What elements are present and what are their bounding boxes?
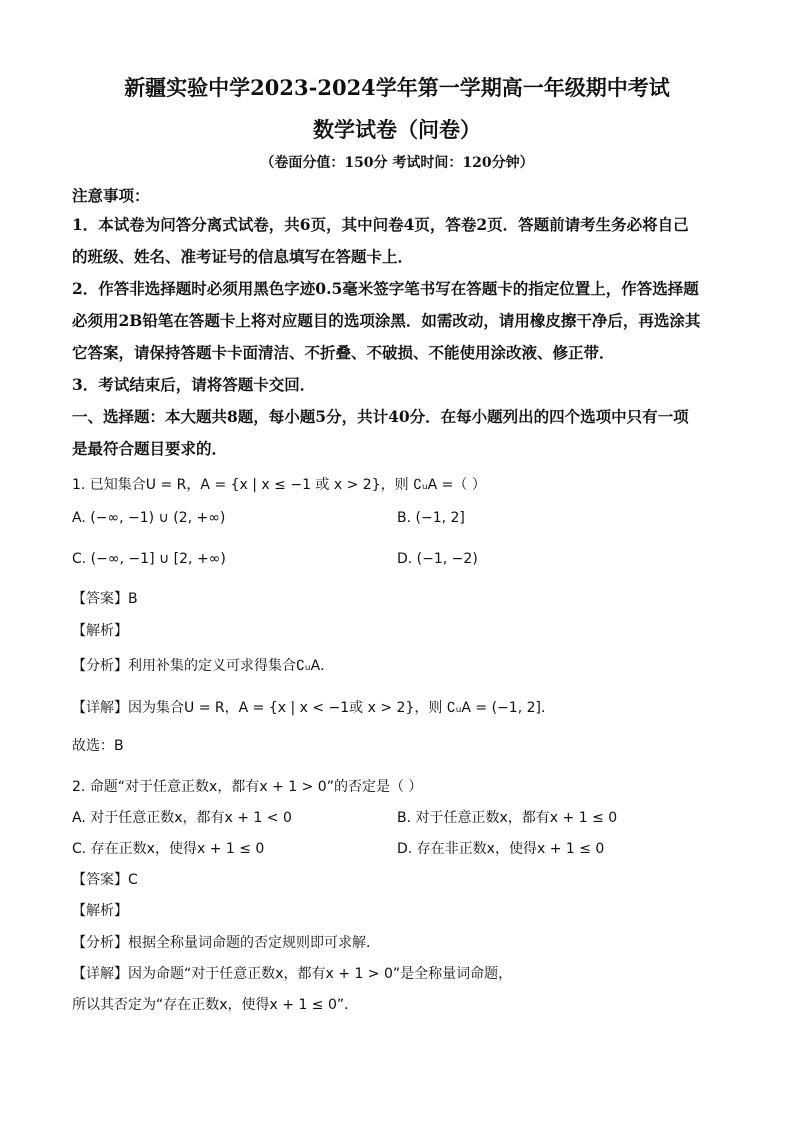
question-1-option-c: C. (−∞, −1] ∪ [2, +∞) [72, 551, 226, 567]
notice-heading: 注意事项： [72, 186, 150, 205]
question-2-option-b: B. 对于任意正数x，都有x + 1 ≤ 0 [397, 810, 618, 826]
page-title: 新疆实验中学2023-2024学年第一学期高一年级期中考试 [124, 75, 670, 100]
question-1-conclusion: 故选：B [72, 738, 124, 754]
question-2-option-d: D. 存在非正数x，使得x + 1 ≤ 0 [397, 841, 605, 857]
question-2-analysis-heading: 【解析】 [72, 903, 128, 919]
question-1-detail: 【详解】因为集合U = R，A = {x | x < −1或 x > 2}，则 ∁ᵤA = (−1, 2]． [72, 700, 555, 716]
question-2-detail: 【详解】因为命题“对于任意正数x，都有x + 1 > 0”是全称量词命题， [72, 966, 513, 982]
question-1-option-d: D. (−1, −2) [397, 551, 478, 567]
page-subtitle: 数学试卷（问卷） [313, 117, 481, 142]
question-1-analysis-heading: 【解析】 [72, 623, 128, 639]
notice-item-2-cont2: 它答案，请保持答题卡卡面清洁、不折叠、不破损、不能使用涂改液、修正带． [72, 343, 615, 362]
notice-item-3: 3．考试结束后，请将答题卡交回． [72, 375, 316, 394]
question-1-option-a: A. (−∞, −1) ∪ (2, +∞) [72, 510, 226, 526]
question-1-answer: 【答案】B [72, 591, 138, 607]
exam-info: （卷面分值：150分 考试时间：120分钟） [260, 155, 534, 171]
notice-item-2: 2．作答非选择题时必须用黑色字迹0.5毫米签字笔书写在答题卡的指定位置上，作答选择题 [72, 279, 699, 298]
question-1-option-b: B. (−1, 2] [397, 510, 465, 526]
question-2-stem: 2. 命题“对于任意正数x，都有x + 1 > 0”的否定是（ ） [72, 779, 423, 795]
question-2-detail-cont: 所以其否定为“存在正数x，使得x + 1 ≤ 0”． [72, 997, 359, 1013]
notice-item-2-cont: 必须用2B铅笔在答题卡上将对应题目的选项涂黑．如需改动，请用橡皮擦干净后，再选涂其 [72, 311, 701, 330]
section-heading-cont: 是最符合题目要求的． [72, 439, 228, 458]
question-2-analysis: 【分析】根据全称量词命题的否定规则即可求解． [72, 935, 380, 951]
question-2-option-a: A. 对于任意正数x，都有x + 1 < 0 [72, 810, 292, 826]
section-heading: 一、选择题：本大题共8题，每小题5分，共计40分．在每小题列出的四个选项中只有一项 [72, 407, 689, 426]
question-2-answer: 【答案】C [72, 872, 138, 888]
question-2-option-c: C. 存在正数x，使得x + 1 ≤ 0 [72, 841, 265, 857]
question-1-stem: 1. 已知集合U = R，A = {x | x ≤ −1 或 x > 2}，则 ∁ᵤA =（ ） [72, 477, 486, 493]
notice-item-1: 1．本试卷为问答分离式试卷，共6页，其中问卷4页，答卷2页．答题前请考生务必将自己 [72, 215, 689, 234]
notice-item-1-cont: 的班级、姓名、准考证号的信息填写在答题卡上． [72, 247, 414, 266]
question-1-analysis: 【分析】利用补集的定义可求得集合∁ᵤA． [72, 658, 335, 674]
